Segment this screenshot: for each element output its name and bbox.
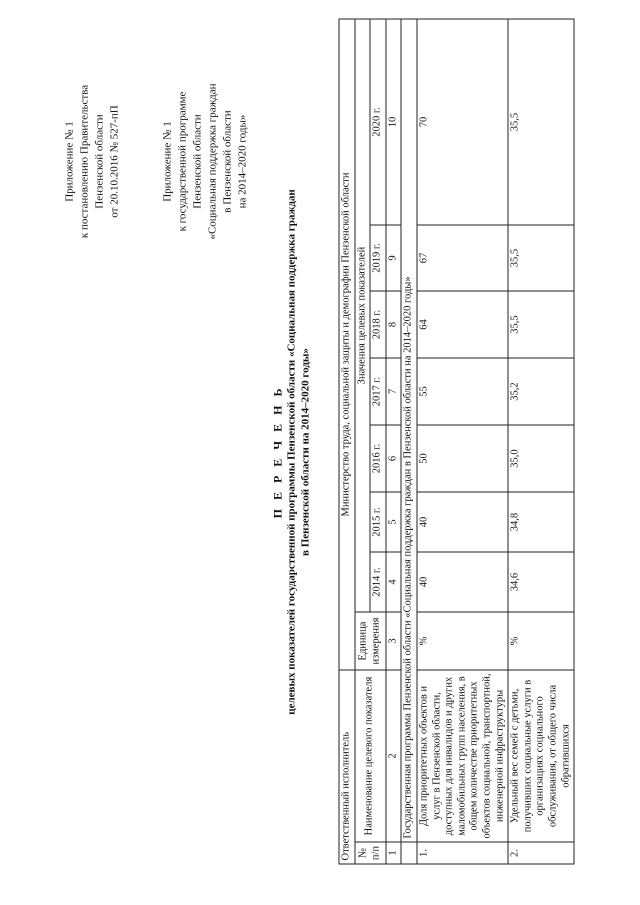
header-row [355, 19, 371, 864]
indicator-unit: % [508, 612, 574, 670]
indicator-value: 34,6 [508, 552, 574, 612]
indicator-value: 35,0 [508, 425, 574, 492]
indicator-value: 35,5 [508, 291, 574, 358]
document-title [271, 40, 313, 865]
indicator-value: 35,5 [508, 19, 574, 225]
appendix-line: «Социальная поддержка граждан [206, 83, 219, 240]
year-header: 2019 г. [370, 225, 386, 291]
rotated-page [1, 0, 640, 905]
col-num-header: № п/п [355, 842, 386, 864]
year-header: 2014 г. [370, 552, 386, 612]
program-row [401, 19, 417, 864]
col-unit-header: Единица измерения [355, 612, 386, 670]
table-row [417, 19, 508, 864]
table-row [508, 19, 574, 864]
year-header: 2018 г. [370, 291, 386, 358]
title-line: в Пензенской области на 2014–2020 годы» [299, 348, 312, 556]
appendix-line: Приложение № 1 [161, 121, 174, 202]
program-num-cell [401, 842, 417, 864]
indicator-name: Удельный вес семей с детьми, получивших социальные услуги в организациях социального обслуживания, от общего числа обратившихся [508, 670, 574, 842]
header-line: к постановлению Правительства [78, 84, 91, 239]
col-name-header: Наименование целевого показателя [355, 670, 386, 842]
row-number: 1. [417, 842, 508, 864]
column-number: 1 [386, 842, 402, 864]
indicators-table [339, 19, 575, 865]
col-values-header: Значения целевых показателей [355, 19, 371, 612]
year-header: 2015 г. [370, 492, 386, 552]
title-line: целевых показателей государственной программы Пензенской области «Социальная поддержка граждан [285, 189, 298, 715]
title-heading: П Е Р Е Ч Е Н Ь [270, 385, 285, 519]
appendix-reference [161, 47, 251, 277]
indicator-value: 40 [417, 552, 508, 612]
column-number: 6 [386, 425, 402, 492]
responsible-row [339, 19, 355, 864]
year-header: 2017 г. [370, 358, 386, 425]
program-name: Государственная программа Пензенской области «Социальная поддержка граждан в Пензенской области на 2014–2020 годы» [401, 19, 417, 842]
column-number: 8 [386, 291, 402, 358]
indicator-unit: % [417, 612, 508, 670]
header-line: Приложение № 1 [63, 121, 76, 202]
responsible-value: Министерство труда, социальной защиты и демографии Пензенской области [339, 19, 355, 670]
column-number: 2 [386, 670, 402, 842]
indicator-value: 55 [417, 358, 508, 425]
column-number: 3 [386, 612, 402, 670]
row-number: 2. [508, 842, 574, 864]
year-header: 2016 г. [370, 425, 386, 492]
indicator-value: 35,5 [508, 225, 574, 291]
indicator-name: Доля приоритетных объектов и услуг в Пензенской области, доступных для инвалидов и других маломобильных групп населения, в общем количестве приоритетных объектов социальной, транспортной, инженерной инфраструктуры [417, 670, 508, 842]
indicator-value: 35,2 [508, 358, 574, 425]
column-numbers-row [386, 19, 402, 864]
appendix-line: к государственной программе [176, 91, 189, 232]
column-number: 9 [386, 225, 402, 291]
appendix-line: на 2014–2020 годы» [236, 114, 249, 209]
indicator-value: 34,8 [508, 492, 574, 552]
indicator-value: 64 [417, 291, 508, 358]
decree-reference [63, 47, 123, 277]
indicator-value: 50 [417, 425, 508, 492]
header-line: от 20.10.2016 № 527-пП [108, 105, 121, 218]
column-number: 10 [386, 19, 402, 225]
appendix-line: в Пензенской области [221, 110, 234, 213]
appendix-line: Пензенской области [191, 114, 204, 209]
header-line: Пензенской области [93, 114, 106, 209]
indicator-value: 40 [417, 492, 508, 552]
column-number: 4 [386, 552, 402, 612]
year-header: 2020 г. [370, 19, 386, 225]
indicator-value: 70 [417, 19, 508, 225]
column-number: 7 [386, 358, 402, 425]
responsible-label: Ответственный исполнитель [339, 670, 355, 864]
indicator-value: 67 [417, 225, 508, 291]
column-number: 5 [386, 492, 402, 552]
